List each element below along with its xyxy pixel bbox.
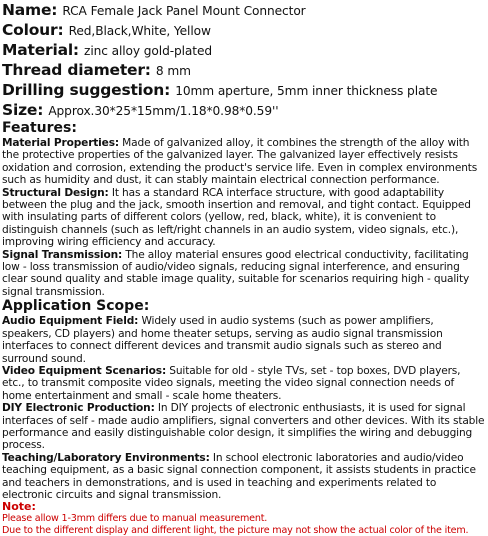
application-label: DIY Electronic Production: — [2, 402, 155, 415]
application-label: Teaching/Laboratory Environments: — [2, 451, 210, 464]
note-line-measurement: Please allow 1-3mm differs due to manual measurement. — [2, 513, 268, 525]
application-diy — [2, 402, 486, 452]
feature-text: It has a standard RCA interface structure, with good adaptability between the plug and the jack, smooth insertion and removal, and tight contact. Equipped with insulating parts of different colors (yellow, red, black, white), it is convenient to distinguish channels (such as left/right channels in an audio system, video signals, etc.), improving wiring efficiency and accuracy. — [2, 186, 471, 249]
spec-thread-key: Thread diameter: — [2, 61, 151, 79]
note-line-color: Due to the different display and different light, the picture may not show the actual color of the item. — [2, 524, 469, 536]
feature-structure — [2, 187, 486, 249]
feature-label: Material Properties: — [2, 137, 119, 149]
feature-text: The alloy material ensures good electrical conductivity, facilitating low - loss transmission of audio/video signals, reducing signal interference, and ensuring clear sound quality and stable image quality, suitable for scenarios requiring high - quality signal transmission. — [2, 248, 470, 298]
spec-drilling — [2, 80, 486, 100]
spec-name-key: Name: — [2, 1, 58, 19]
feature-text: Made of galvanized alloy, it combines the strength of the alloy with the protective properties of the galvanized layer. The galvanized layer effectively resists oxidation and corrosion, extending the product's service life. Even in complex environments such as humidity and dust, it can stably maintain electrical connection performance. — [2, 137, 478, 187]
application-teaching — [2, 452, 486, 502]
application-text: In DIY projects of electronic enthusiasts, it is used for signal interfaces of self - made audio amplifiers, signal converters and other devices. With its stable performance and easily distinguishable color design, it simplifies the wiring and debugging process. — [2, 402, 485, 452]
feature-signal — [2, 249, 486, 299]
spec-drilling-value: 10mm aperture, 5mm inner thickness plate — [175, 84, 438, 98]
spec-colour — [2, 20, 486, 40]
application-text: In school electronic laboratories and audio/video teaching equipment, as a basic signal connection component, it assists students in practice and teachers in demonstrations, and is used in teaching and experiments related to electronic circuits and signal transmission. — [2, 451, 476, 501]
application-heading: Application Scope: — [2, 298, 150, 315]
feature-label: Structural Design: — [2, 186, 109, 199]
spec-name — [2, 0, 486, 20]
note-heading: Note: — [2, 500, 36, 514]
spec-size — [2, 100, 486, 120]
spec-drilling-key: Drilling suggestion: — [2, 81, 171, 99]
spec-colour-key: Colour: — [2, 21, 64, 39]
spec-material-key: Material: — [2, 41, 79, 59]
application-label: Video Equipment Scenarios: — [2, 364, 167, 377]
spec-material-value: zinc alloy gold-plated — [84, 44, 213, 58]
spec-name-value: RCA Female Jack Panel Mount Connector — [62, 4, 306, 18]
spec-thread-diameter — [2, 60, 486, 80]
spec-material — [2, 40, 486, 60]
feature-label: Signal Transmission: — [2, 248, 123, 261]
features-heading: Features: — [2, 120, 77, 136]
feature-material — [2, 137, 486, 187]
application-text: Suitable for old - style TVs, set - top boxes, DVD players, etc., to transmit composite video signals, meeting the video signal connection needs of home entertainment and small - scale home theaters. — [2, 364, 461, 402]
application-audio — [2, 315, 486, 365]
spec-thread-value: 8 mm — [155, 64, 191, 78]
spec-size-value: Approx.30*25*15mm/1.18*0.98*0.59'' — [48, 104, 279, 118]
spec-size-key: Size: — [2, 101, 44, 119]
spec-colour-value: Red,Black,White, Yellow — [68, 24, 211, 38]
application-text: Widely used in audio systems (such as power amplifiers, speakers, CD players) and home theater setups, serving as audio signal transmission interfaces to connect different devices and transmit audio signals such as stereo and surround sound. — [2, 315, 443, 365]
application-label: Audio Equipment Field: — [2, 315, 139, 328]
application-video — [2, 365, 486, 402]
